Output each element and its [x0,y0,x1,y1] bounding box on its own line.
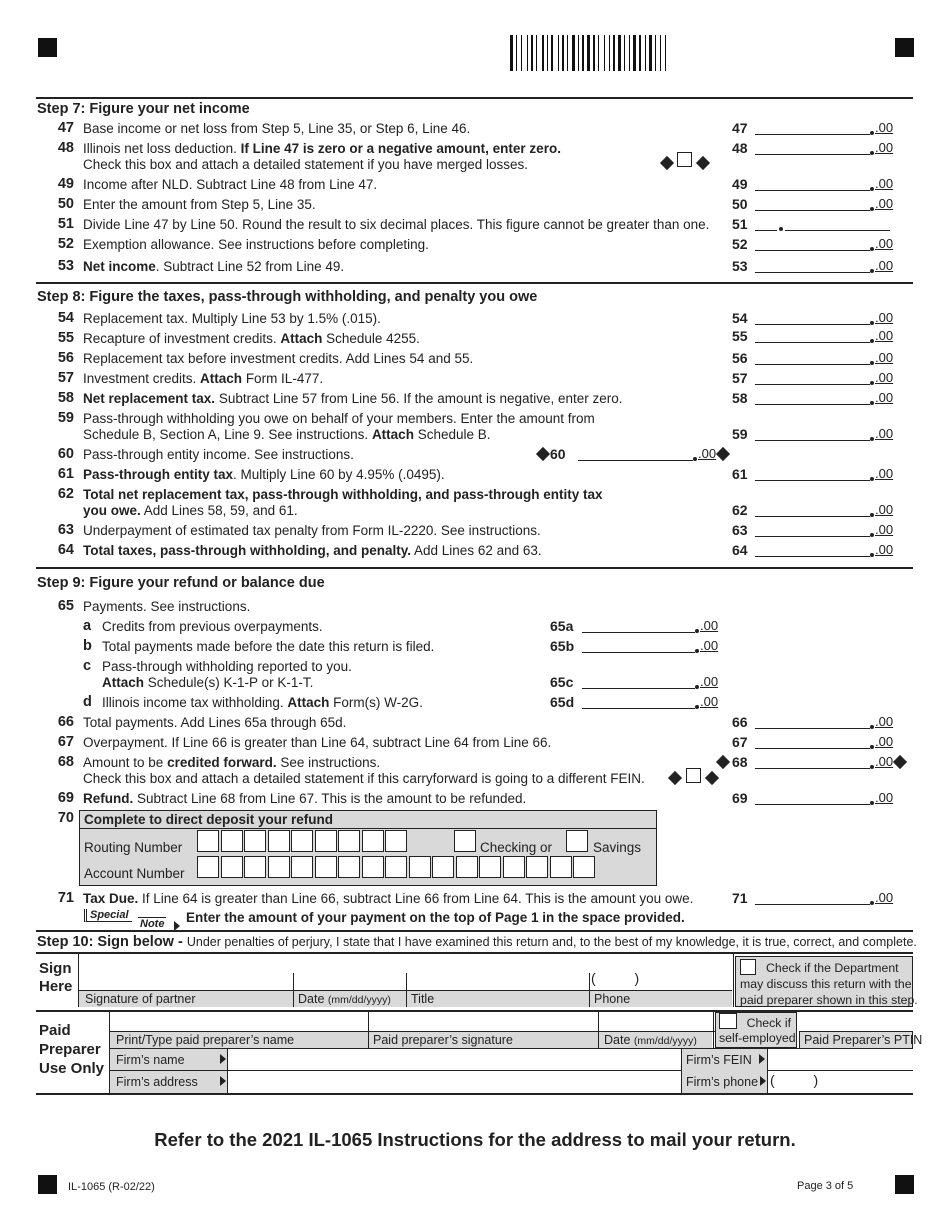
cents-label: .00 [875,196,894,211]
divider [36,930,913,932]
digit-box[interactable] [456,856,478,878]
line-number: 71 [57,890,74,906]
field-label: 65a [550,618,574,634]
special-note-text: Enter the amount of your payment on the top of Page 1 in the space provided. [186,910,685,925]
amount-field-58[interactable] [755,404,870,405]
preparer-signature-label: Paid preparer’s signature [373,1033,513,1047]
merged-losses-checkbox[interactable] [677,152,692,167]
amount-field-65d[interactable] [582,708,695,709]
field-label: 69 [732,790,748,806]
digit-box[interactable] [573,856,595,878]
diamond-icon [660,156,674,170]
savings-label: Savings [593,840,642,855]
cents-label: .00 [700,638,719,653]
decimal-point [870,901,874,905]
different-fein-checkbox[interactable] [686,768,701,783]
line-text: Tax Due. If Line 64 is greater than Line 66, subtract Line 66 from Line 64. This is the amount you owe. [83,891,694,906]
digit-box[interactable] [221,830,243,852]
line-text: Pass-through withholding you owe on behalf of your members. Enter the amount from Schedule B, Section A, Line 9. See instructions. Attach Schedule B. [83,411,595,442]
amount-field-47[interactable] [755,134,870,135]
cents-label: .00 [875,310,894,325]
checking-checkbox[interactable] [454,830,476,852]
line-text: Refund. Subtract Line 68 from Line 67. This is the amount to be refunded. [83,791,527,806]
preparer-signature-field[interactable] [369,1013,597,1030]
line-number: 64 [57,542,74,558]
firm-address-label: Firm’s address [116,1075,198,1089]
line-text: Pass-through entity income. See instructions. [83,447,354,462]
decimal-point [870,321,874,325]
registration-mark [38,1175,57,1194]
amount-field-65b[interactable] [582,652,695,653]
digit-box[interactable] [315,856,337,878]
divider [36,567,913,569]
digit-box[interactable] [268,830,290,852]
cents-label: .00 [875,714,894,729]
line-number: 55 [57,330,74,346]
field-label: 62 [732,502,748,518]
cents-label: .00 [700,694,719,709]
signature-field[interactable] [80,955,292,989]
field-label: 51 [732,216,748,232]
cents-label: .00 [698,446,717,461]
cents-label: .00 [875,390,894,405]
amount-field-63[interactable] [755,536,870,537]
ptin-field[interactable] [799,1012,913,1030]
line-number: 52 [57,236,74,252]
decimal-point [870,131,874,135]
self-employed-label: Check if [746,1016,791,1030]
cents-label: .00 [875,350,894,365]
line-number: 47 [57,120,74,136]
ptin-label: Paid Preparer’s PTIN [804,1033,923,1047]
decimal-point [870,151,874,155]
savings-checkbox[interactable] [566,830,588,852]
cents-label: .00 [875,890,894,905]
decimal-point [695,685,699,689]
cents-label: .00 [875,258,894,273]
line-text: Replacement tax before investment credits. Add Lines 54 and 55. [83,351,474,366]
digit-box[interactable] [197,830,219,852]
amount-field-53[interactable] [755,272,870,273]
field-label: 50 [732,196,748,212]
firm-name-label: Firm’s name [116,1053,185,1067]
divider [36,282,913,284]
line-number: 69 [57,790,74,806]
field-label: 63 [732,522,748,538]
date-label: Date (mm/dd/yyyy) [298,992,391,1006]
decimal-point [870,361,874,365]
date-field[interactable] [294,955,405,989]
decimal-point [870,765,874,769]
digit-box[interactable] [385,830,407,852]
field-label: 64 [732,542,748,558]
cents-label: .00 [875,236,894,251]
diamond-icon [716,447,730,461]
line-number: 60 [57,446,74,462]
digit-box[interactable] [315,830,337,852]
amount-field-67[interactable] [755,748,870,749]
line-number: 49 [57,176,74,192]
decimal-point [870,401,874,405]
phone-parentheses: ( ) [591,970,640,986]
field-label: 57 [732,370,748,386]
line-text: Total net replacement tax, pass-through withholding, and pass-through entity tax you owe. Add Lines 58, 59, and 61. [83,487,603,518]
line-number: 54 [57,310,74,326]
decimal-point [870,477,874,481]
amount-field-48[interactable] [755,154,870,155]
digit-box[interactable] [409,856,431,878]
line-letter: c [83,658,92,674]
decimal-point [870,437,874,441]
preparer-name-field[interactable] [111,1013,367,1030]
line-number: 50 [57,196,74,212]
line-number: 70 [57,810,74,826]
field-label: 48 [732,140,748,156]
cents-label: .00 [875,120,894,135]
step7-title: Step 7: Figure your net income [37,101,250,117]
cents-label: .00 [875,176,894,191]
preparer-date-field[interactable] [599,1013,712,1030]
field-label: 61 [732,466,748,482]
diamond-icon [536,447,550,461]
cents-label: .00 [700,674,719,689]
preparer-date-label: Date (mm/dd/yyyy) [604,1033,697,1047]
cents-label: .00 [875,542,894,557]
digit-box[interactable] [244,856,266,878]
digit-box[interactable] [362,830,384,852]
firm-phone-label: Firm’s phone [686,1075,759,1089]
digit-box[interactable] [268,856,290,878]
digit-box[interactable] [221,856,243,878]
digit-box[interactable] [526,856,548,878]
line-text: Net income. Subtract Line 52 from Line 49. [83,259,345,274]
title-label: Title [411,992,435,1006]
digit-box[interactable] [503,856,525,878]
line-number: 66 [57,714,74,730]
amount-field-65c[interactable] [582,688,695,689]
line-number: 67 [57,734,74,750]
decimal-point [870,745,874,749]
line-text: Credits from previous overpayments. [102,619,323,634]
diamond-icon [668,771,682,785]
line-text: Pass-through withholding reported to you. Attach Schedule(s) K-1-P or K-1-T. [102,659,352,690]
field-label: 58 [732,390,748,406]
cents-label: .00 [875,522,894,537]
field-label: 54 [732,310,748,326]
amount-field-55[interactable] [755,342,870,343]
field-label: 49 [732,176,748,192]
divider [36,97,913,99]
field-label: 47 [732,120,748,136]
decimal-point [870,269,874,273]
line-text: Investment credits. Attach Form IL-477. [83,371,324,386]
line-number: 61 [57,466,74,482]
firm-address-field[interactable] [228,1071,680,1092]
direct-deposit-title: Complete to direct deposit your refund [84,812,334,827]
field-label: 56 [732,350,748,366]
firm-fein-field[interactable] [768,1049,913,1070]
decimal-point [870,513,874,517]
line-number: 48 [57,140,74,156]
ratio-field-51-decimal[interactable] [785,230,890,231]
preparer-name-label: Print/Type paid preparer’s name [116,1033,295,1047]
form-id: IL-1065 (R-02/22) [68,1181,155,1193]
decimal-point [870,247,874,251]
amount-field-57[interactable] [755,384,870,385]
mailing-instruction: Refer to the 2021 IL-1065 Instructions for the address to mail your return. [154,1129,796,1150]
title-field[interactable] [407,955,588,989]
amount-field-49[interactable] [755,190,870,191]
cents-label: .00 [875,466,894,481]
decimal-point [695,705,699,709]
digit-box[interactable] [338,856,360,878]
digit-box[interactable] [479,856,501,878]
line-text: Income after NLD. Subtract Line 48 from Line 47. [83,177,378,192]
line-number: 62 [57,486,74,502]
line-text: Overpayment. If Line 66 is greater than Line 64, subtract Line 64 from Line 66. [83,735,552,750]
digit-box[interactable] [362,856,384,878]
decimal-point [870,339,874,343]
amount-field-61[interactable] [755,480,870,481]
amount-field-65a[interactable] [582,632,695,633]
phone-label: Phone [594,992,631,1006]
field-label: 60 [550,446,566,462]
field-label: 66 [732,714,748,730]
routing-number-label: Routing Number [84,840,183,855]
digit-box[interactable] [291,830,313,852]
line-text: Recapture of investment credits. Attach Schedule 4255. [83,331,420,346]
decimal-point [870,381,874,385]
special-note-badge: Special Note [84,909,182,929]
digit-box[interactable] [550,856,572,878]
registration-mark [38,38,57,57]
page-number: Page 3 of 5 [797,1180,854,1192]
field-label: 65c [550,674,574,690]
field-label: 65d [550,694,575,710]
cents-label: .00 [875,370,894,385]
line-text: Underpayment of estimated tax penalty from Form IL-2220. See instructions. [83,523,541,538]
amount-field-64[interactable] [755,556,870,557]
step10-title: Step 10: Sign below - Under penalties of perjury, I state that I have examined this return and, to the best of my knowledge, it is true, correct, and complete. [37,934,917,950]
amount-field-68[interactable] [755,768,870,769]
line-text: Total payments made before the date this return is filed. [102,639,435,654]
decimal-point [779,227,783,231]
registration-mark [895,38,914,57]
self-employed-label: self-employed [719,1031,796,1045]
line-number: 51 [57,216,74,232]
amount-field-60[interactable] [578,460,693,461]
line-text: Exemption allowance. See instructions before completing. [83,237,429,252]
cents-label: .00 [875,426,894,441]
field-label: 55 [732,328,748,344]
cents-label: .00 [875,140,894,155]
line-text: Divide Line 47 by Line 50. Round the result to six decimal places. This figure cannot be greater than one. [83,217,710,232]
diamond-icon [893,755,907,769]
line-text: Total taxes, pass-through withholding, and penalty. Add Lines 62 and 63. [83,543,542,558]
decimal-point [870,533,874,537]
signature-label: Signature of partner [85,992,196,1006]
cents-label: .00 [875,734,894,749]
line-text: Total payments. Add Lines 65a through 65d. [83,715,347,730]
amount-field-59[interactable] [755,440,870,441]
digit-box[interactable] [291,856,313,878]
line-letter: d [83,694,92,710]
field-label: 71 [732,890,748,906]
amount-field-69[interactable] [755,804,870,805]
field-label: 53 [732,258,748,274]
line-letter: a [83,618,92,634]
decimal-point [695,629,699,633]
cents-label: .00 [875,328,894,343]
cents-label: .00 [875,502,894,517]
diamond-icon [716,755,730,769]
decimal-point [870,187,874,191]
amount-field-62[interactable] [755,516,870,517]
sign-here-label: Sign Here [39,960,73,995]
line-number: 53 [57,258,74,274]
ratio-field-51-integer[interactable] [755,230,777,231]
line-letter: b [83,638,92,654]
line-text: Net replacement tax. Subtract Line 57 from Line 56. If the amount is negative, enter zero. [83,391,623,406]
field-label: 65b [550,638,575,654]
checking-label: Checking or [480,840,553,855]
line-number: 63 [57,522,74,538]
registration-mark [895,1175,914,1194]
firm-phone-field[interactable]: ( ) [770,1072,819,1088]
cents-label: .00 [875,790,894,805]
decimal-point [693,457,697,461]
firm-fein-label: Firm’s FEIN [686,1053,752,1067]
diamond-icon [696,156,710,170]
amount-field-56[interactable] [755,364,870,365]
amount-field-54[interactable] [755,324,870,325]
line-text: Pass-through entity tax. Multiply Line 60 by 4.95% (.0495). [83,467,445,482]
amount-field-66[interactable] [755,728,870,729]
line-number: 68 [57,754,74,770]
line-number: 56 [57,350,74,366]
field-label: 52 [732,236,748,252]
field-label: 59 [732,426,748,442]
step9-title: Step 9: Figure your refund or balance due [37,575,325,591]
amount-field-71[interactable] [755,904,870,905]
amount-field-50[interactable] [755,210,870,211]
decimal-point [870,801,874,805]
firm-name-field[interactable] [228,1049,680,1070]
line-text: Payments. See instructions. [83,599,251,614]
line-number: 57 [57,370,74,386]
paid-preparer-label: Paid Preparer Use Only [39,1022,105,1077]
step8-title: Step 8: Figure the taxes, pass-through withholding, and penalty you owe [37,289,538,305]
field-label: 68 [732,754,748,770]
discuss-text: Check if the Department may discuss this return with the paid preparer shown in this step. [740,961,918,1007]
digit-box[interactable] [432,856,454,878]
digit-box[interactable] [197,856,219,878]
line-text: Replacement tax. Multiply Line 53 by 1.5% (.015). [83,311,381,326]
digit-box[interactable] [338,830,360,852]
account-number-label: Account Number [84,866,185,881]
amount-field-52[interactable] [755,250,870,251]
line-text: Amount to be credited forward. See instructions. Check this box and attach a detailed statement if this carryforward is going to a different FEIN. [83,755,645,786]
decimal-point [870,207,874,211]
line-text: Base income or net loss from Step 5, Line 35, or Step 6, Line 46. [83,121,471,136]
line-number: 58 [57,390,74,406]
digit-box[interactable] [385,856,407,878]
line-text: Illinois income tax withholding. Attach Form(s) W-2G. [102,695,423,710]
digit-box[interactable] [244,830,266,852]
decimal-point [695,649,699,653]
line-number: 65 [57,598,74,614]
diamond-icon [705,771,719,785]
cents-label: .00 [875,754,894,769]
line-text: Illinois net loss deduction. If Line 47 is zero or a negative amount, enter zero. Check this box and attach a detailed statement if you have merged losses. [83,141,561,172]
field-label: 67 [732,734,748,750]
line-text: Enter the amount from Step 5, Line 35. [83,197,316,212]
decimal-point [870,553,874,557]
barcode [510,35,704,71]
decimal-point [870,725,874,729]
line-number: 59 [57,410,74,426]
cents-label: .00 [700,618,719,633]
